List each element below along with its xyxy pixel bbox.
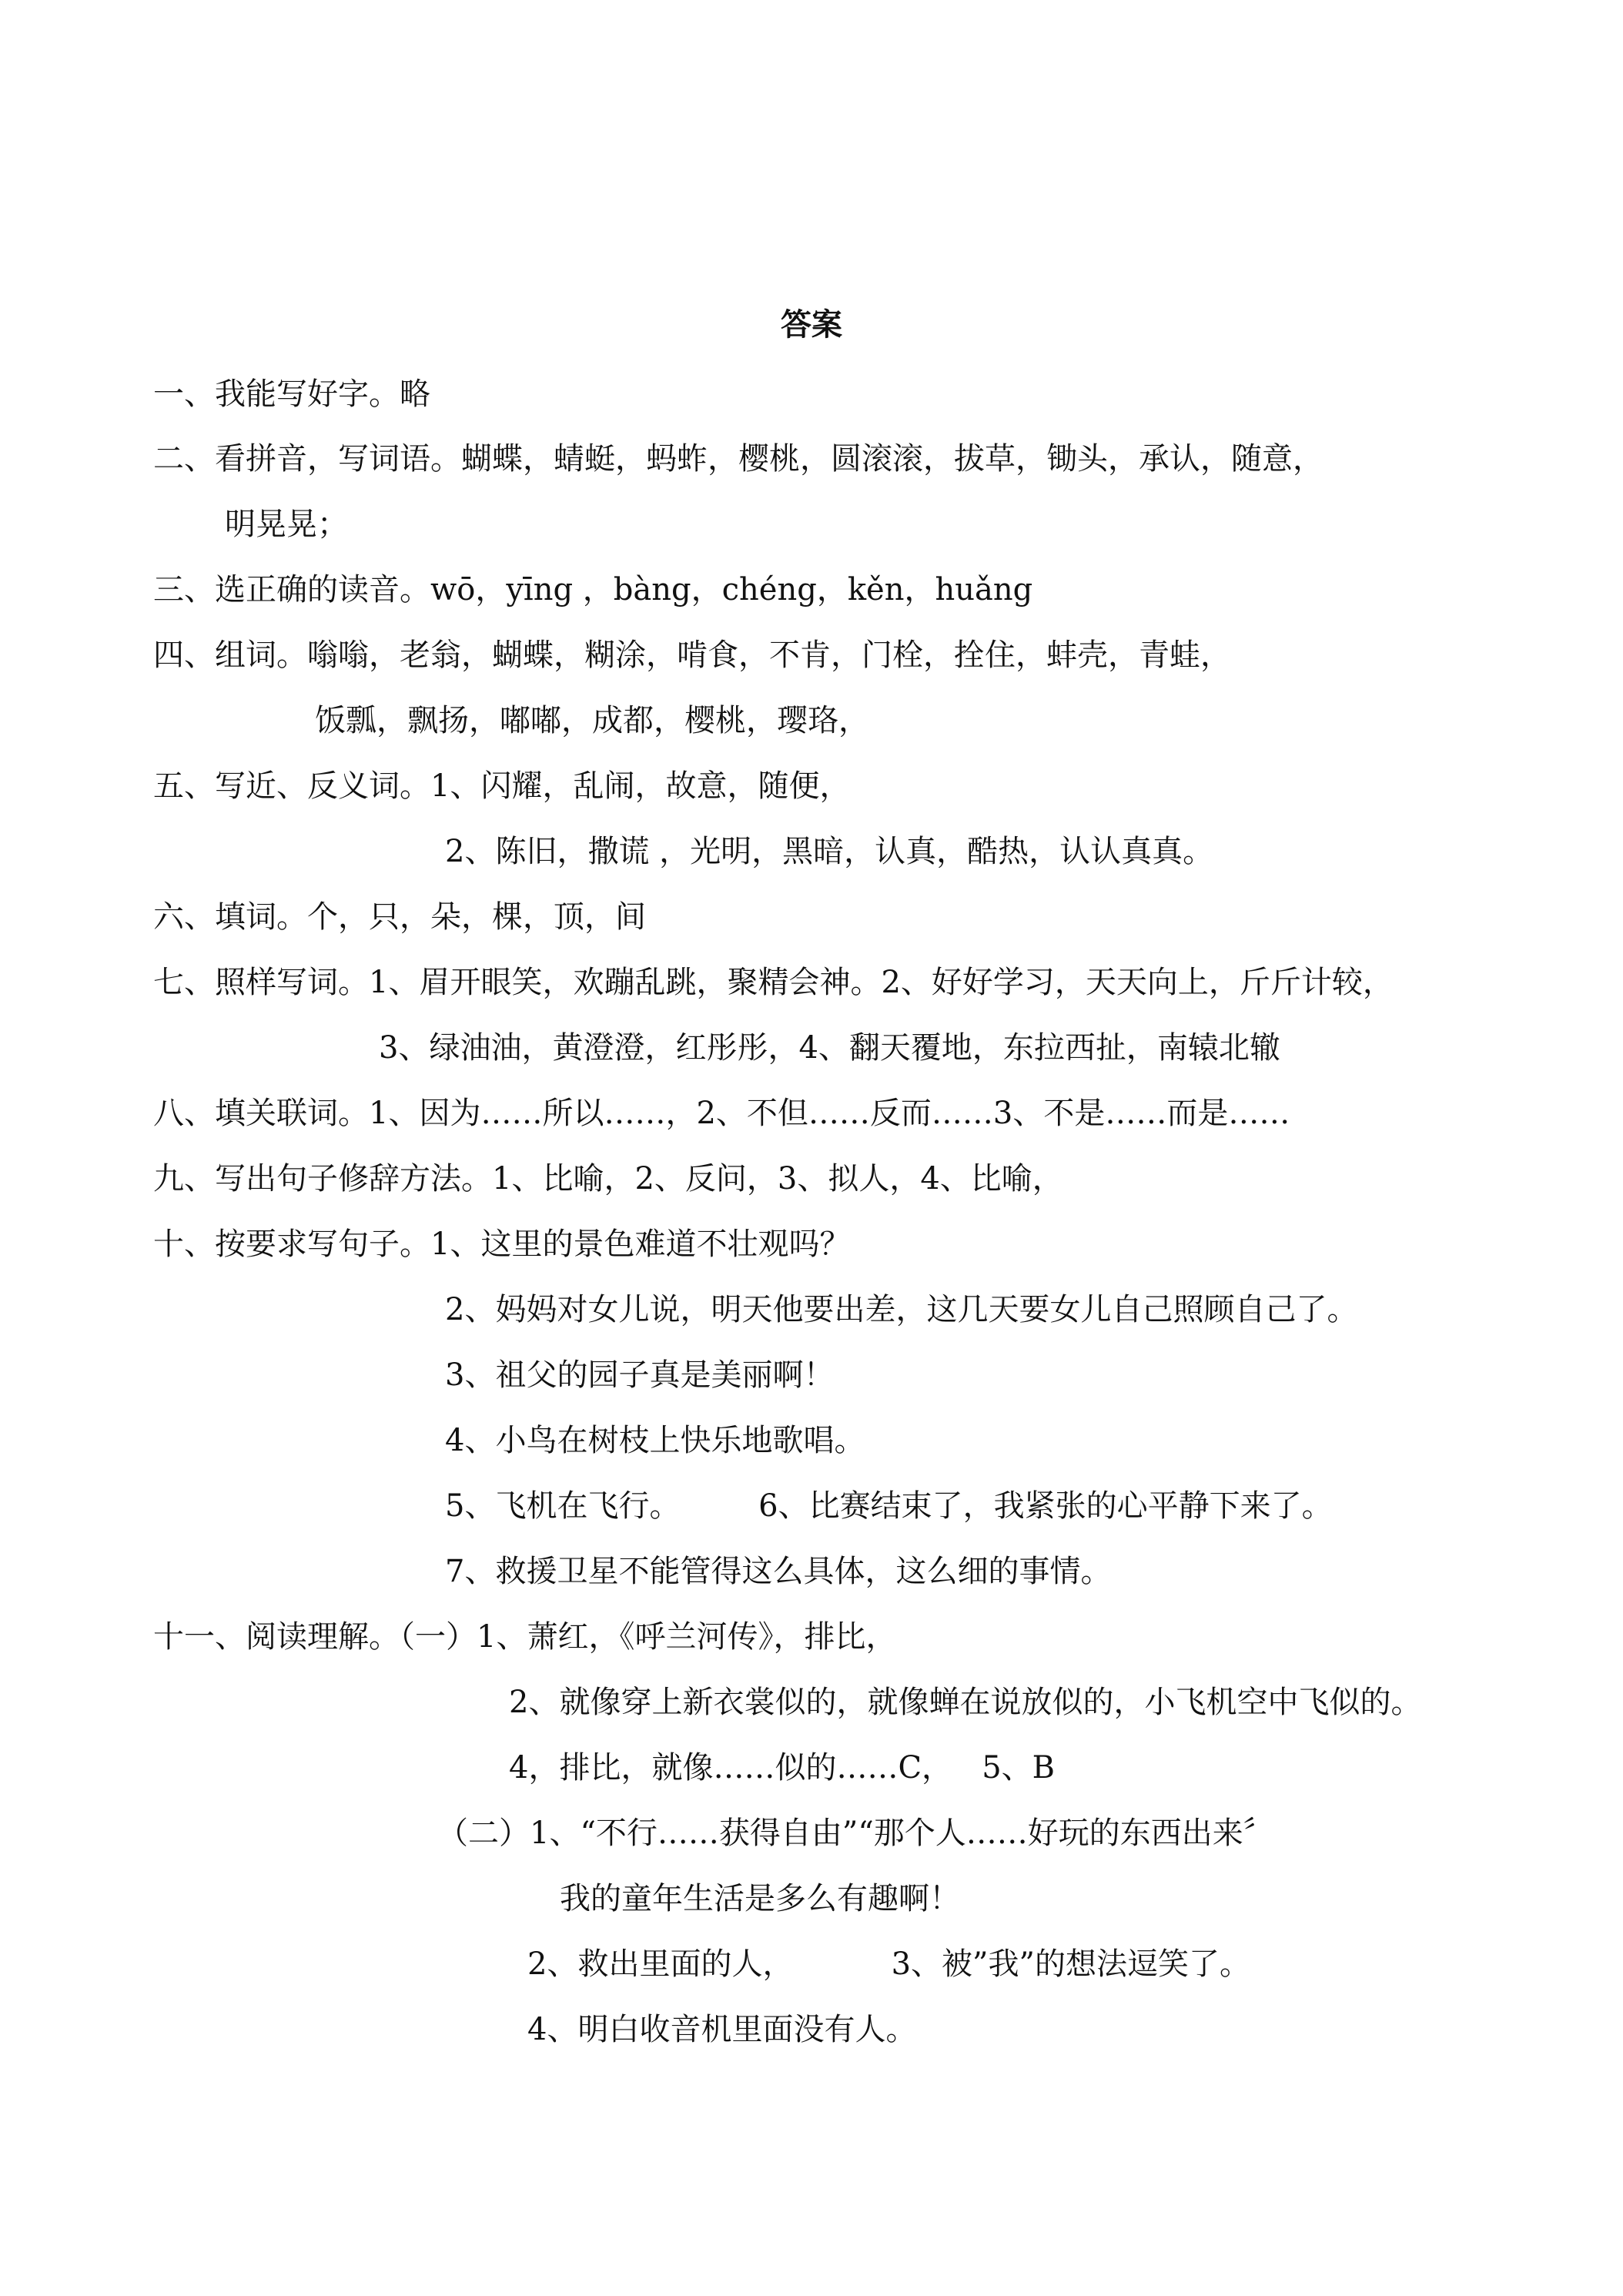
answer-line-11: 十一、阅读理解。（一）1、萧红，《呼兰河传》，排比， bbox=[153, 1619, 897, 1655]
answer-line-11-part2-4: 4、明白收音机里面没有人。 bbox=[527, 2012, 917, 2047]
answer-line-11-2: 2、就像穿上新衣裳似的，就像蝉在说放似的，小飞机空中飞似的。 bbox=[509, 1685, 1422, 1720]
answer-line-10-5-6: 5、飞机在飞行。 6、比赛结束了，我紧张的心平静下来了。 bbox=[445, 1488, 1333, 1524]
answer-line-3: 三、选正确的读音。wō，yīng ，bàng，chéng，kěn，huǎng bbox=[153, 572, 1033, 607]
answer-line-10-4: 4、小鸟在树枝上快乐地歌唱。 bbox=[445, 1423, 865, 1458]
answer-line-10-2: 2、妈妈对女儿说，明天他要出差，这几天要女儿自己照顾自己了。 bbox=[445, 1292, 1358, 1327]
answer-line-11-part2-2-3: 2、救出里面的人， 3、被”我”的想法逗笑了。 bbox=[527, 1946, 1250, 1982]
answer-line-4-cont: 饭瓢，飘扬，嘟嘟，成都，樱桃，璎珞， bbox=[315, 703, 869, 738]
answer-line-4: 四、组词。嗡嗡，老翁，蝴蝶，糊涂，啃食，不肯，门栓，拴住，蚌壳，青蛙， bbox=[153, 638, 1231, 673]
answer-line-10-7: 7、救援卫星不能管得这么具体，这么细的事情。 bbox=[445, 1554, 1112, 1589]
answer-line-7-cont: 3、绿油油，黄澄澄，红彤彤，4、翻天覆地，东拉西扯，南辕北辙 bbox=[379, 1030, 1280, 1066]
answer-line-11-part2-cont: 我的童年生活是多么有趣啊！ bbox=[560, 1881, 960, 1916]
answer-line-2: 二、看拼音，写词语。蝴蝶，蜻蜓，蚂蚱，樱桃，圆滚滚，拔草，锄头，承认，随意， bbox=[153, 441, 1323, 477]
answer-line-5-cont: 2、陈旧，撒谎 ，光明，黑暗，认真，酷热，认认真真。 bbox=[445, 834, 1214, 869]
answer-line-9: 九、写出句子修辞方法。1、比喻，2、反问，3、拟人，4、比喻， bbox=[153, 1161, 1063, 1197]
answer-line-6: 六、填词。个，只，朵，棵，顶，间 bbox=[153, 899, 646, 935]
answer-line-5: 五、写近、反义词。1、闪耀，乱闹，故意，随便， bbox=[153, 768, 851, 804]
answer-line-1: 一、我能写好字。略 bbox=[153, 377, 430, 412]
answer-line-11-part2: （二）1、“不行……获得自由”“那个人……好玩的东西出来〞 bbox=[437, 1816, 1274, 1851]
answer-line-2-cont: 明晃晃； bbox=[225, 507, 348, 542]
answer-line-10: 十、按要求写句子。1、这里的景色难道不壮观吗？ bbox=[153, 1227, 851, 1262]
answer-line-10-3: 3、祖父的园子真是美丽啊！ bbox=[445, 1357, 835, 1393]
answer-line-8: 八、填关联词。1、因为……所以……，2、不但……反而……3、不是……而是…… bbox=[153, 1096, 1290, 1131]
page-title: 答案 bbox=[781, 307, 842, 343]
answer-line-11-4-5: 4，排比，就像……似的……C， 5、B bbox=[509, 1750, 1056, 1786]
answer-line-7: 七、照样写词。1、眉开眼笑，欢蹦乱跳，聚精会神。2、好好学习，天天向上，斤斤计较， bbox=[153, 965, 1394, 1000]
